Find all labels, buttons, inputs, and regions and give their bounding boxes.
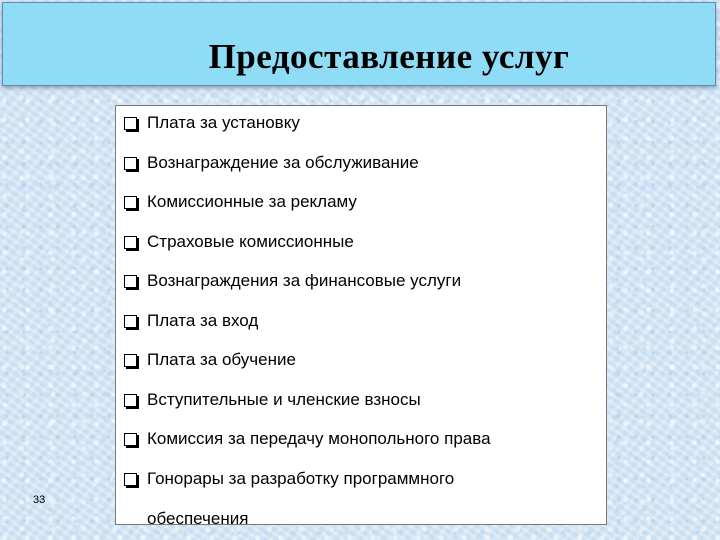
list-item-text: Вознаграждения за финансовые услуги — [147, 271, 462, 290]
services-list — [116, 106, 606, 539]
list-item-text: Плата за обучение — [147, 350, 296, 369]
list-item-text: Комиссионные за рекламу — [147, 192, 357, 211]
square-bullet-icon — [124, 315, 137, 328]
title-bar — [2, 2, 716, 86]
square-bullet-icon — [124, 394, 137, 407]
square-bullet-icon — [124, 354, 137, 367]
square-bullet-icon — [124, 117, 137, 130]
list-item-text: Комиссия за передачу монопольного права — [147, 429, 491, 448]
square-bullet-icon — [124, 433, 137, 446]
services-list-box — [115, 105, 607, 528]
list-item-text: Страховые комиссионные — [147, 231, 354, 251]
list-item-text: Вознаграждение за обслуживание — [147, 152, 419, 172]
square-bullet-icon — [124, 236, 137, 249]
list-item-text: Плата за вход — [147, 310, 259, 330]
slide-number: 33 — [33, 494, 46, 506]
square-bullet-icon — [124, 275, 137, 288]
square-bullet-icon — [124, 157, 137, 170]
square-bullet-icon — [124, 473, 137, 486]
list-item-text: Плата за установку — [147, 113, 300, 132]
list-item — [120, 468, 606, 539]
slide-title: Предоставление услуг — [208, 37, 570, 76]
list-item-text: Вступительные и членские взносы — [147, 389, 421, 409]
list-item-text: Гонорары за разработку программного обеспечения — [147, 468, 455, 528]
square-bullet-icon — [124, 196, 137, 209]
